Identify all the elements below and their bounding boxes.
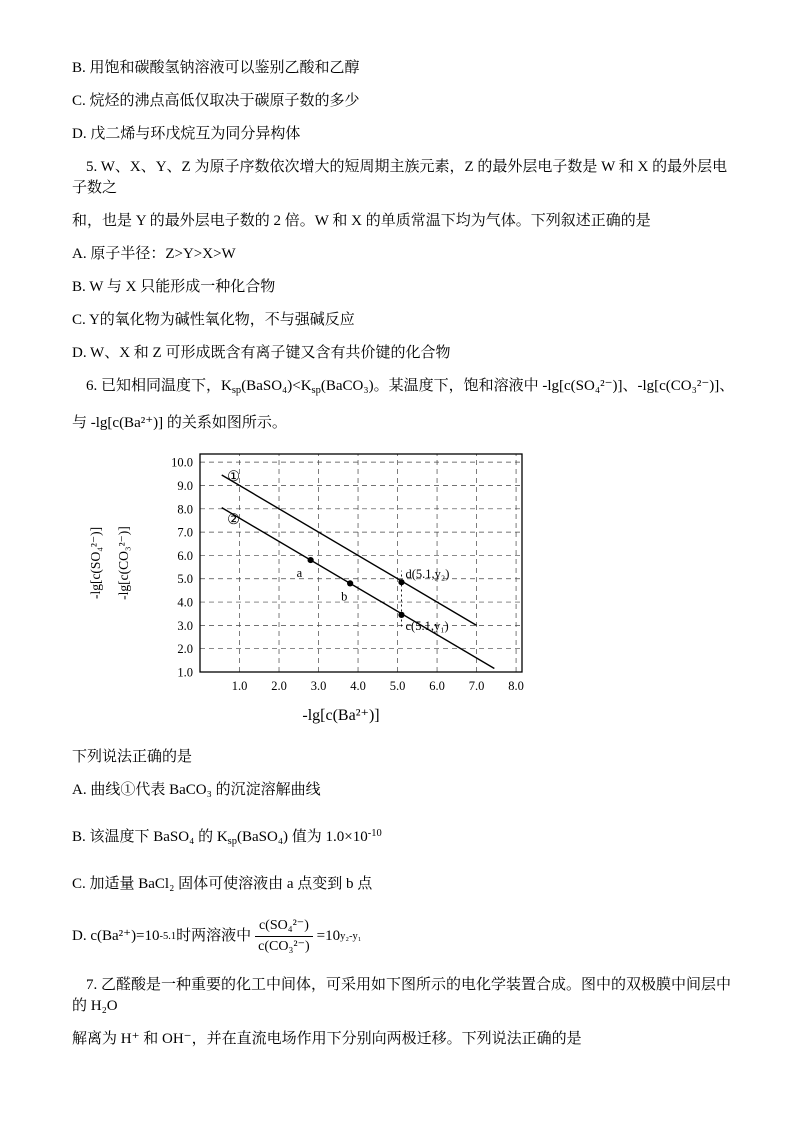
text-segment: sp [311, 385, 321, 396]
question-6-line2: 与 -lg[c(Ba²⁺)] 的关系如图所示。 [72, 415, 287, 431]
text-segment: -5.1 [159, 930, 177, 942]
option-5c: C. Y的氧化物为碱性氧化物，不与强碱反应 [72, 312, 355, 328]
text-segment: (BaCO₃)。某温度下，饱和溶液中 -lg[c(SO₄²⁻)]、-lg[c(CO₃²⁻)]、 [320, 378, 735, 394]
text-segment: 时两溶液中 [176, 927, 252, 944]
svg-text:8.0: 8.0 [177, 502, 193, 517]
svg-text:9.0: 9.0 [177, 478, 193, 493]
text-segment: sp [227, 836, 237, 847]
fraction-numerator: c(SO₄²⁻) [255, 917, 312, 937]
text-segment: D. c(Ba²⁺)=10 [72, 927, 160, 944]
question-6-line1 [72, 376, 737, 401]
svg-text:5.0: 5.0 [389, 679, 406, 693]
svg-text:-lg[c(SO₄²⁻)]: -lg[c(SO₄²⁻)] [88, 526, 103, 600]
option-6c: C. 加适量 BaCl₂ 固体可使溶液由 a 点变到 b 点 [72, 876, 373, 892]
option-5b: B. W 与 X 只能形成一种化合物 [72, 279, 276, 295]
svg-text:1.0: 1.0 [231, 679, 248, 693]
svg-text:3.0: 3.0 [177, 618, 193, 633]
text-segment: -10 [367, 828, 382, 839]
svg-text:7.0: 7.0 [177, 525, 193, 540]
svg-text:b: b [341, 589, 348, 604]
svg-text:-lg[c(CO₃²⁻)]: -lg[c(CO₃²⁻)] [116, 526, 131, 600]
svg-text:2.0: 2.0 [271, 679, 287, 693]
fraction [255, 917, 312, 955]
option-6a: A. 曲线①代表 BaCO₃ 的沉淀溶解曲线 [72, 782, 321, 798]
chart-canvas [82, 446, 534, 728]
text-segment: 6. 已知相同温度下，K [86, 378, 232, 394]
svg-text:6.0: 6.0 [177, 548, 193, 563]
svg-text:-lg[c(Ba²⁺)]: -lg[c(Ba²⁺)] [302, 707, 380, 724]
svg-text:6.0: 6.0 [429, 679, 445, 693]
svg-text:3.0: 3.0 [310, 679, 327, 693]
text-segment: y₂-y₁ [340, 930, 362, 942]
solubility-equilibrium-chart [82, 446, 534, 733]
text-segment: B. 该温度下 BaSO₄ 的 K [72, 829, 228, 845]
option-6b [72, 823, 737, 852]
text-segment: (BaSO₄) 值为 1.0×10 [237, 829, 368, 845]
svg-text:4.0: 4.0 [350, 679, 366, 693]
fraction-denominator: c(CO₃²⁻) [258, 938, 310, 954]
text-segment: =10 [316, 927, 341, 944]
svg-text:2.0: 2.0 [177, 642, 193, 657]
option-5d: D. W、X 和 Z 可形成既含有离子键又含有共价键的化合物 [72, 345, 451, 361]
svg-text:d(5.1,y₂): d(5.1,y₂) [405, 567, 450, 582]
svg-text:②: ② [227, 511, 241, 528]
question-7-line1: 7. 乙醛酸是一种重要的化工中间体，可采用如下图所示的电化学装置合成。图中的双极膜中间层中的 H₂O [72, 977, 732, 1014]
svg-text:4.0: 4.0 [177, 595, 193, 610]
question-5-line2: 和，也是 Y 的最外层电子数的 2 倍。W 和 X 的单质常温下均为气体。下列叙述正确的是 [72, 213, 651, 229]
question-6-stem: 下列说法正确的是 [72, 749, 193, 765]
option-4d: D. 戊二烯与环戊烷互为同分异构体 [72, 126, 301, 142]
svg-text:c(5.1,y₁): c(5.1,y₁) [405, 618, 449, 633]
svg-text:8.0: 8.0 [508, 679, 524, 693]
svg-text:7.0: 7.0 [468, 679, 485, 693]
option-6d [72, 917, 737, 955]
option-4c: C. 烷烃的沸点高低仅取决于碳原子数的多少 [72, 93, 360, 109]
svg-text:1.0: 1.0 [177, 665, 193, 680]
option-4b: B. 用饱和碳酸氢钠溶液可以鉴别乙酸和乙醇 [72, 60, 360, 76]
svg-text:10.0: 10.0 [171, 455, 193, 470]
svg-text:a: a [296, 566, 303, 581]
option-5a: A. 原子半径：Z>Y>X>W [72, 246, 236, 262]
question-7-line2: 解离为 H⁺ 和 OH⁻，并在直流电场作用下分别向两极迁移。下列说法正确的是 [72, 1031, 582, 1047]
question-5-line1: 5. W、X、Y、Z 为原子序数依次增大的短周期主族元素，Z 的最外层电子数是 W 和 X 的最外层电子数之 [72, 159, 728, 196]
text-segment: (BaSO₄)<K [241, 378, 312, 394]
text-segment: sp [231, 385, 242, 396]
svg-text:5.0: 5.0 [177, 572, 193, 587]
svg-text:①: ① [227, 468, 241, 485]
